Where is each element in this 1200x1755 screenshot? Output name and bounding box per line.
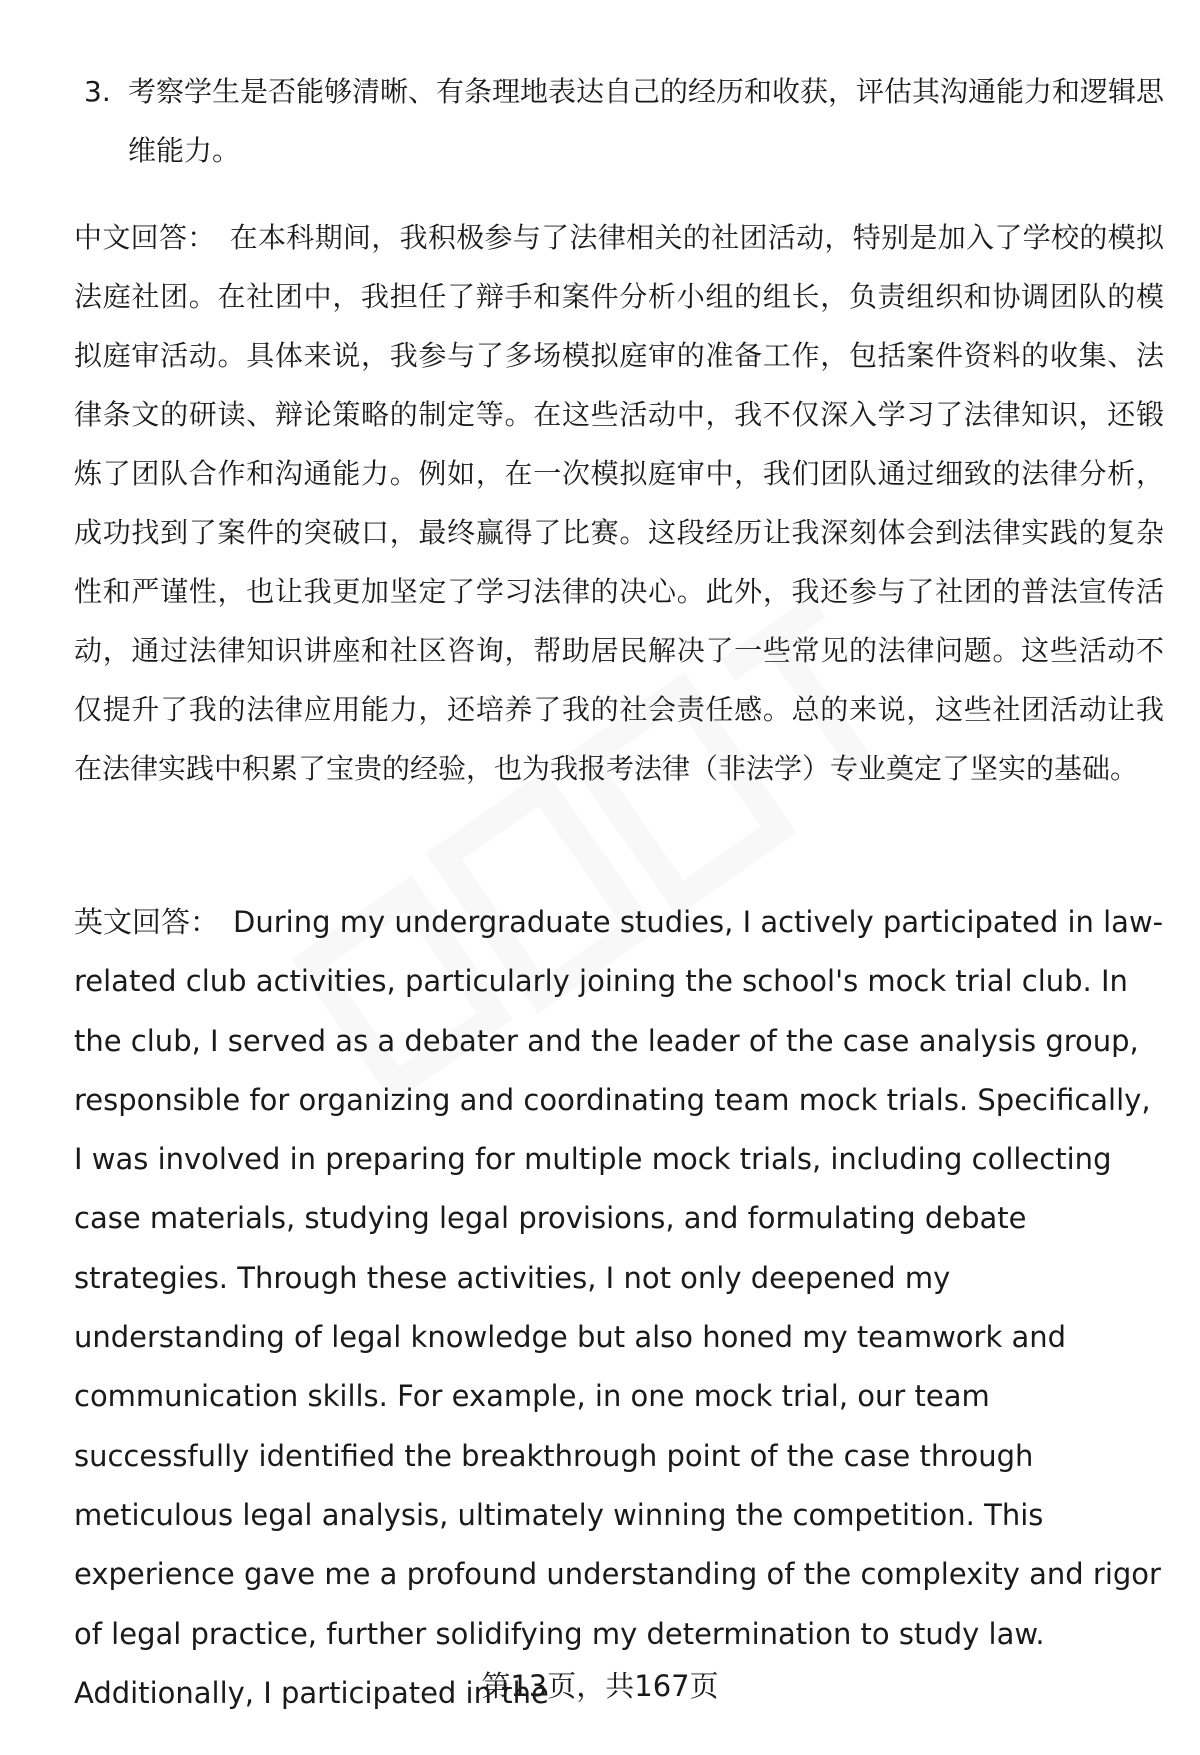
chinese-answer-label: 中文回答： (74, 221, 216, 254)
chinese-answer-paragraph (74, 208, 1164, 798)
question-number: 3. (84, 75, 111, 108)
english-answer-label: 英文回答： (74, 905, 220, 939)
english-answer-text: During my undergraduate studies, I actively participated in law-related club activities, particularly joining the school's mock trial club. In the club, I served as a debater and the leader of the case analysis group, responsible for organizing and coordinating team mock trials. Specifically, I was involved in preparing for multiple mock trials, including collecting case materials, studying legal provisions, and formulating debate strategies. Through these activities, I not only deepened my understanding of legal knowledge but also honed my teamwork and communication skills. For example, in one mock trial, our team successfully identified the breakthrough point of the case through meticulous legal analysis, ultimately winning the competition. This experience gave me a profound understanding of the complexity and rigor of legal practice, further solidifying my determination to study law. Additionally, I participated in the (74, 905, 1164, 1710)
page-indicator: 第13页，共167页 (481, 1669, 719, 1703)
question-text: 考察学生是否能够清晰、有条理地表达自己的经历和收获，评估其沟通能力和逻辑思维能力。 (128, 75, 1165, 167)
chinese-answer-text: 在本科期间，我积极参与了法律相关的社团活动，特别是加入了学校的模拟法庭社团。在社团中，我担任了辩手和案件分析小组的组长，负责组织和协调团队的模拟庭审活动。具体来说，我参与了多场模拟庭审的准备工作，包括案件资料的收集、法律条文的研读、辩论策略的制定等。在这些活动中，我不仅深入学习了法律知识，还锻炼了团队合作和沟通能力。例如，在一次模拟庭审中，我们团队通过细致的法律分析，成功找到了案件的突破口，最终赢得了比赛。这段经历让我深刻体会到法律实践的复杂性和严谨性，也让我更加坚定了学习法律的决心。此外，我还参与了社团的普法宣传活动，通过法律知识讲座和社区咨询，帮助居民解决了一些常见的法律问题。这些活动不仅提升了我的法律应用能力，还培养了我的社会责任感。总的来说，这些社团活动让我在法律实践中积累了宝贵的经验，也为我报考法律（非法学）专业奠定了坚实的基础。 (74, 221, 1164, 785)
english-answer-paragraph (74, 893, 1164, 1723)
question-item (84, 62, 1164, 180)
